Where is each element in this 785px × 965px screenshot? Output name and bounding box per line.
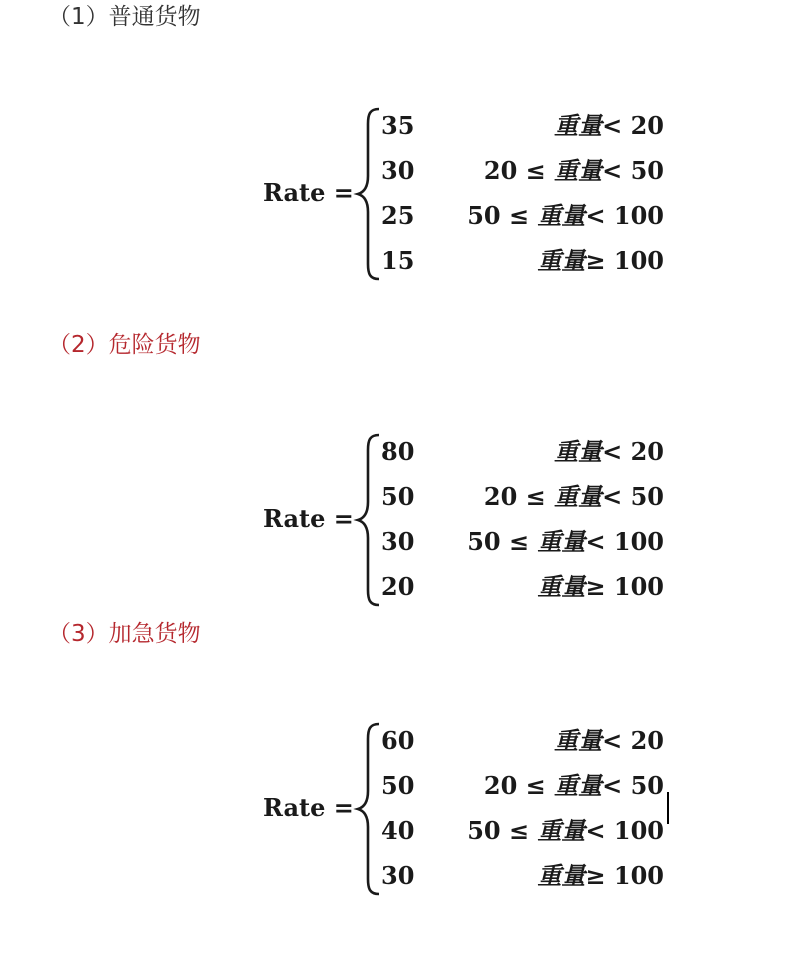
weight-variable: 重量	[537, 816, 586, 845]
weight-variable: 重量	[554, 726, 603, 755]
case-condition	[467, 527, 664, 557]
case-rate-value: 20	[381, 572, 415, 601]
case-row	[0, 201, 785, 231]
case-rate-value: 30	[381, 156, 415, 185]
condition-upper-bound: < 100	[585, 201, 664, 230]
condition-upper-bound: ≥ 100	[585, 861, 664, 890]
case-condition	[467, 816, 664, 846]
case-row	[0, 156, 785, 186]
case-condition	[537, 861, 664, 891]
case-rate-value: 60	[381, 726, 415, 755]
condition-lower-bound: 50 ≤	[467, 816, 538, 845]
case-row	[0, 861, 785, 891]
condition-upper-bound: ≥ 100	[585, 572, 664, 601]
condition-upper-bound: < 100	[585, 816, 664, 845]
condition-upper-bound: < 50	[602, 156, 664, 185]
section-heading-hazardous-goods: （2）危险货物	[48, 332, 201, 358]
case-rate-value: 15	[381, 246, 415, 275]
case-row	[0, 111, 785, 141]
case-condition	[467, 201, 664, 231]
condition-upper-bound: < 20	[602, 726, 664, 755]
case-condition	[554, 111, 664, 141]
case-condition	[554, 726, 664, 756]
case-row	[0, 527, 785, 557]
condition-lower-bound: 20 ≤	[483, 482, 555, 511]
condition-lower-bound: 50 ≤	[467, 201, 538, 230]
case-rate-value: 50	[381, 482, 415, 511]
weight-variable: 重量	[554, 771, 603, 800]
case-row	[0, 482, 785, 512]
case-rate-value: 35	[381, 111, 415, 140]
condition-upper-bound: < 20	[602, 437, 664, 466]
condition-upper-bound: < 50	[602, 482, 664, 511]
weight-variable: 重量	[537, 201, 586, 230]
weight-variable: 重量	[537, 572, 586, 601]
condition-upper-bound: ≥ 100	[585, 246, 664, 275]
case-condition	[484, 771, 664, 801]
section-heading-express-goods: （3）加急货物	[48, 621, 201, 647]
weight-variable: 重量	[537, 246, 586, 275]
case-condition	[537, 246, 664, 276]
condition-lower-bound: 20 ≤	[483, 771, 555, 800]
case-row	[0, 726, 785, 756]
case-condition	[554, 437, 664, 467]
case-row	[0, 246, 785, 276]
weight-variable: 重量	[554, 156, 603, 185]
weight-variable: 重量	[537, 861, 586, 890]
case-row	[0, 437, 785, 467]
case-row	[0, 572, 785, 602]
rate-label: Rate =	[263, 793, 354, 822]
case-rate-value: 25	[381, 201, 415, 230]
section-heading-general-goods: （1）普通货物	[48, 4, 201, 30]
rate-formula-general-goods	[0, 106, 785, 286]
case-rate-value: 50	[381, 771, 415, 800]
case-condition	[484, 482, 664, 512]
condition-upper-bound: < 20	[602, 111, 664, 140]
weight-variable: 重量	[554, 482, 603, 511]
case-rate-value: 30	[381, 861, 415, 890]
rate-label: Rate =	[263, 504, 354, 533]
rate-formula-hazardous-goods	[0, 432, 785, 612]
case-rate-value: 30	[381, 527, 415, 556]
condition-upper-bound: < 100	[585, 527, 664, 556]
case-rate-value: 80	[381, 437, 415, 466]
condition-lower-bound: 50 ≤	[467, 527, 538, 556]
case-condition	[537, 572, 664, 602]
condition-upper-bound: < 50	[602, 771, 664, 800]
condition-lower-bound: 20 ≤	[483, 156, 555, 185]
weight-variable: 重量	[537, 527, 586, 556]
rate-label: Rate =	[263, 178, 354, 207]
case-rate-value: 40	[381, 816, 415, 845]
weight-variable: 重量	[554, 111, 603, 140]
case-condition	[484, 156, 664, 186]
text-cursor	[667, 792, 669, 824]
weight-variable: 重量	[554, 437, 603, 466]
